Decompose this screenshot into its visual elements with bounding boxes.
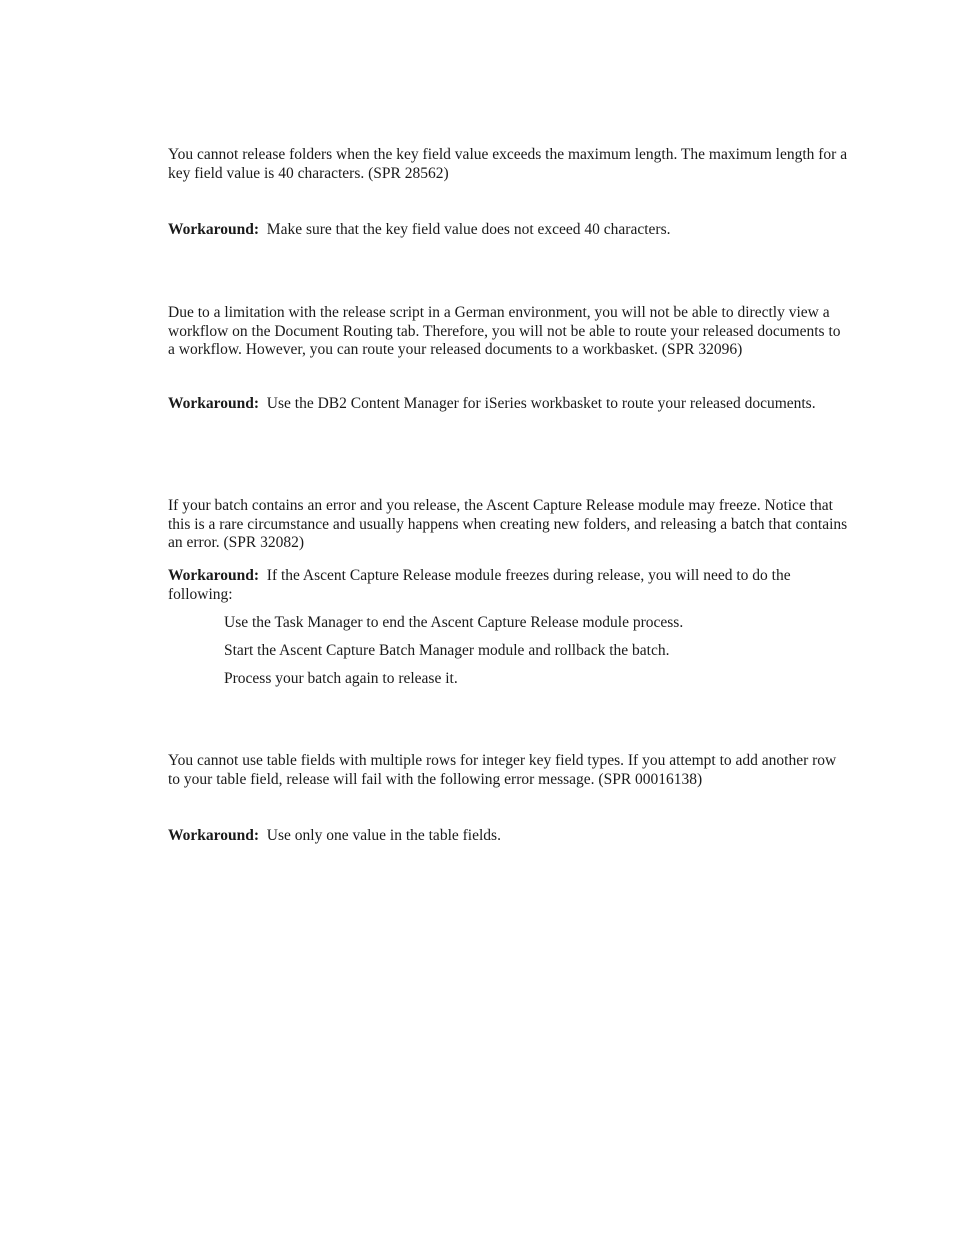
step-item: Start the Ascent Capture Batch Manager module and rollback the batch.	[224, 642, 670, 659]
step-item: Use the Task Manager to end the Ascent Capture Release module process.	[224, 614, 684, 631]
issue-3-workaround	[168, 567, 848, 604]
issue-1-workaround	[168, 221, 848, 240]
step-item: Process your batch again to release it.	[224, 670, 458, 687]
issue-2-description: Due to a limitation with the release script in a German environment, you will not be able to directly view a workflow on the Document Routing tab. Therefore, you will not be able to route your released documents to a workflow. However, you can route your released documents to a workbasket. (SPR 32096)	[168, 304, 841, 359]
workaround-label: Workaround:	[168, 827, 260, 844]
issue-3-description: If your batch contains an error and you release, the Ascent Capture Release module may freeze. Notice that this is a rare circumstance and usually happens when creating new folders, and releasing a batch that contains an error. (SPR 32082)	[168, 497, 848, 552]
workaround-text: Use only one value in the table fields.	[266, 827, 501, 844]
workaround-text: If the Ascent Capture Release module freezes during release, you will need to do the following:	[168, 567, 791, 603]
issue-1-description: You cannot release folders when the key field value exceeds the maximum length. The maximum length for a key field value is 40 characters. (SPR 28562)	[168, 146, 848, 182]
workaround-label: Workaround:	[168, 395, 260, 412]
issue-4-description: You cannot use table fields with multiple rows for integer key field types. If you attempt to add another row to your table field, release will fail with the following error message. (SPR 00016138)	[168, 752, 837, 788]
issue-4-workaround	[168, 827, 848, 846]
workaround-text: Use the DB2 Content Manager for iSeries workbasket to route your released documents.	[266, 395, 816, 412]
workaround-text: Make sure that the key field value does not exceed 40 characters.	[266, 221, 671, 238]
workaround-label: Workaround:	[168, 567, 260, 584]
issue-2-workaround	[168, 395, 848, 414]
workaround-label: Workaround:	[168, 221, 260, 238]
